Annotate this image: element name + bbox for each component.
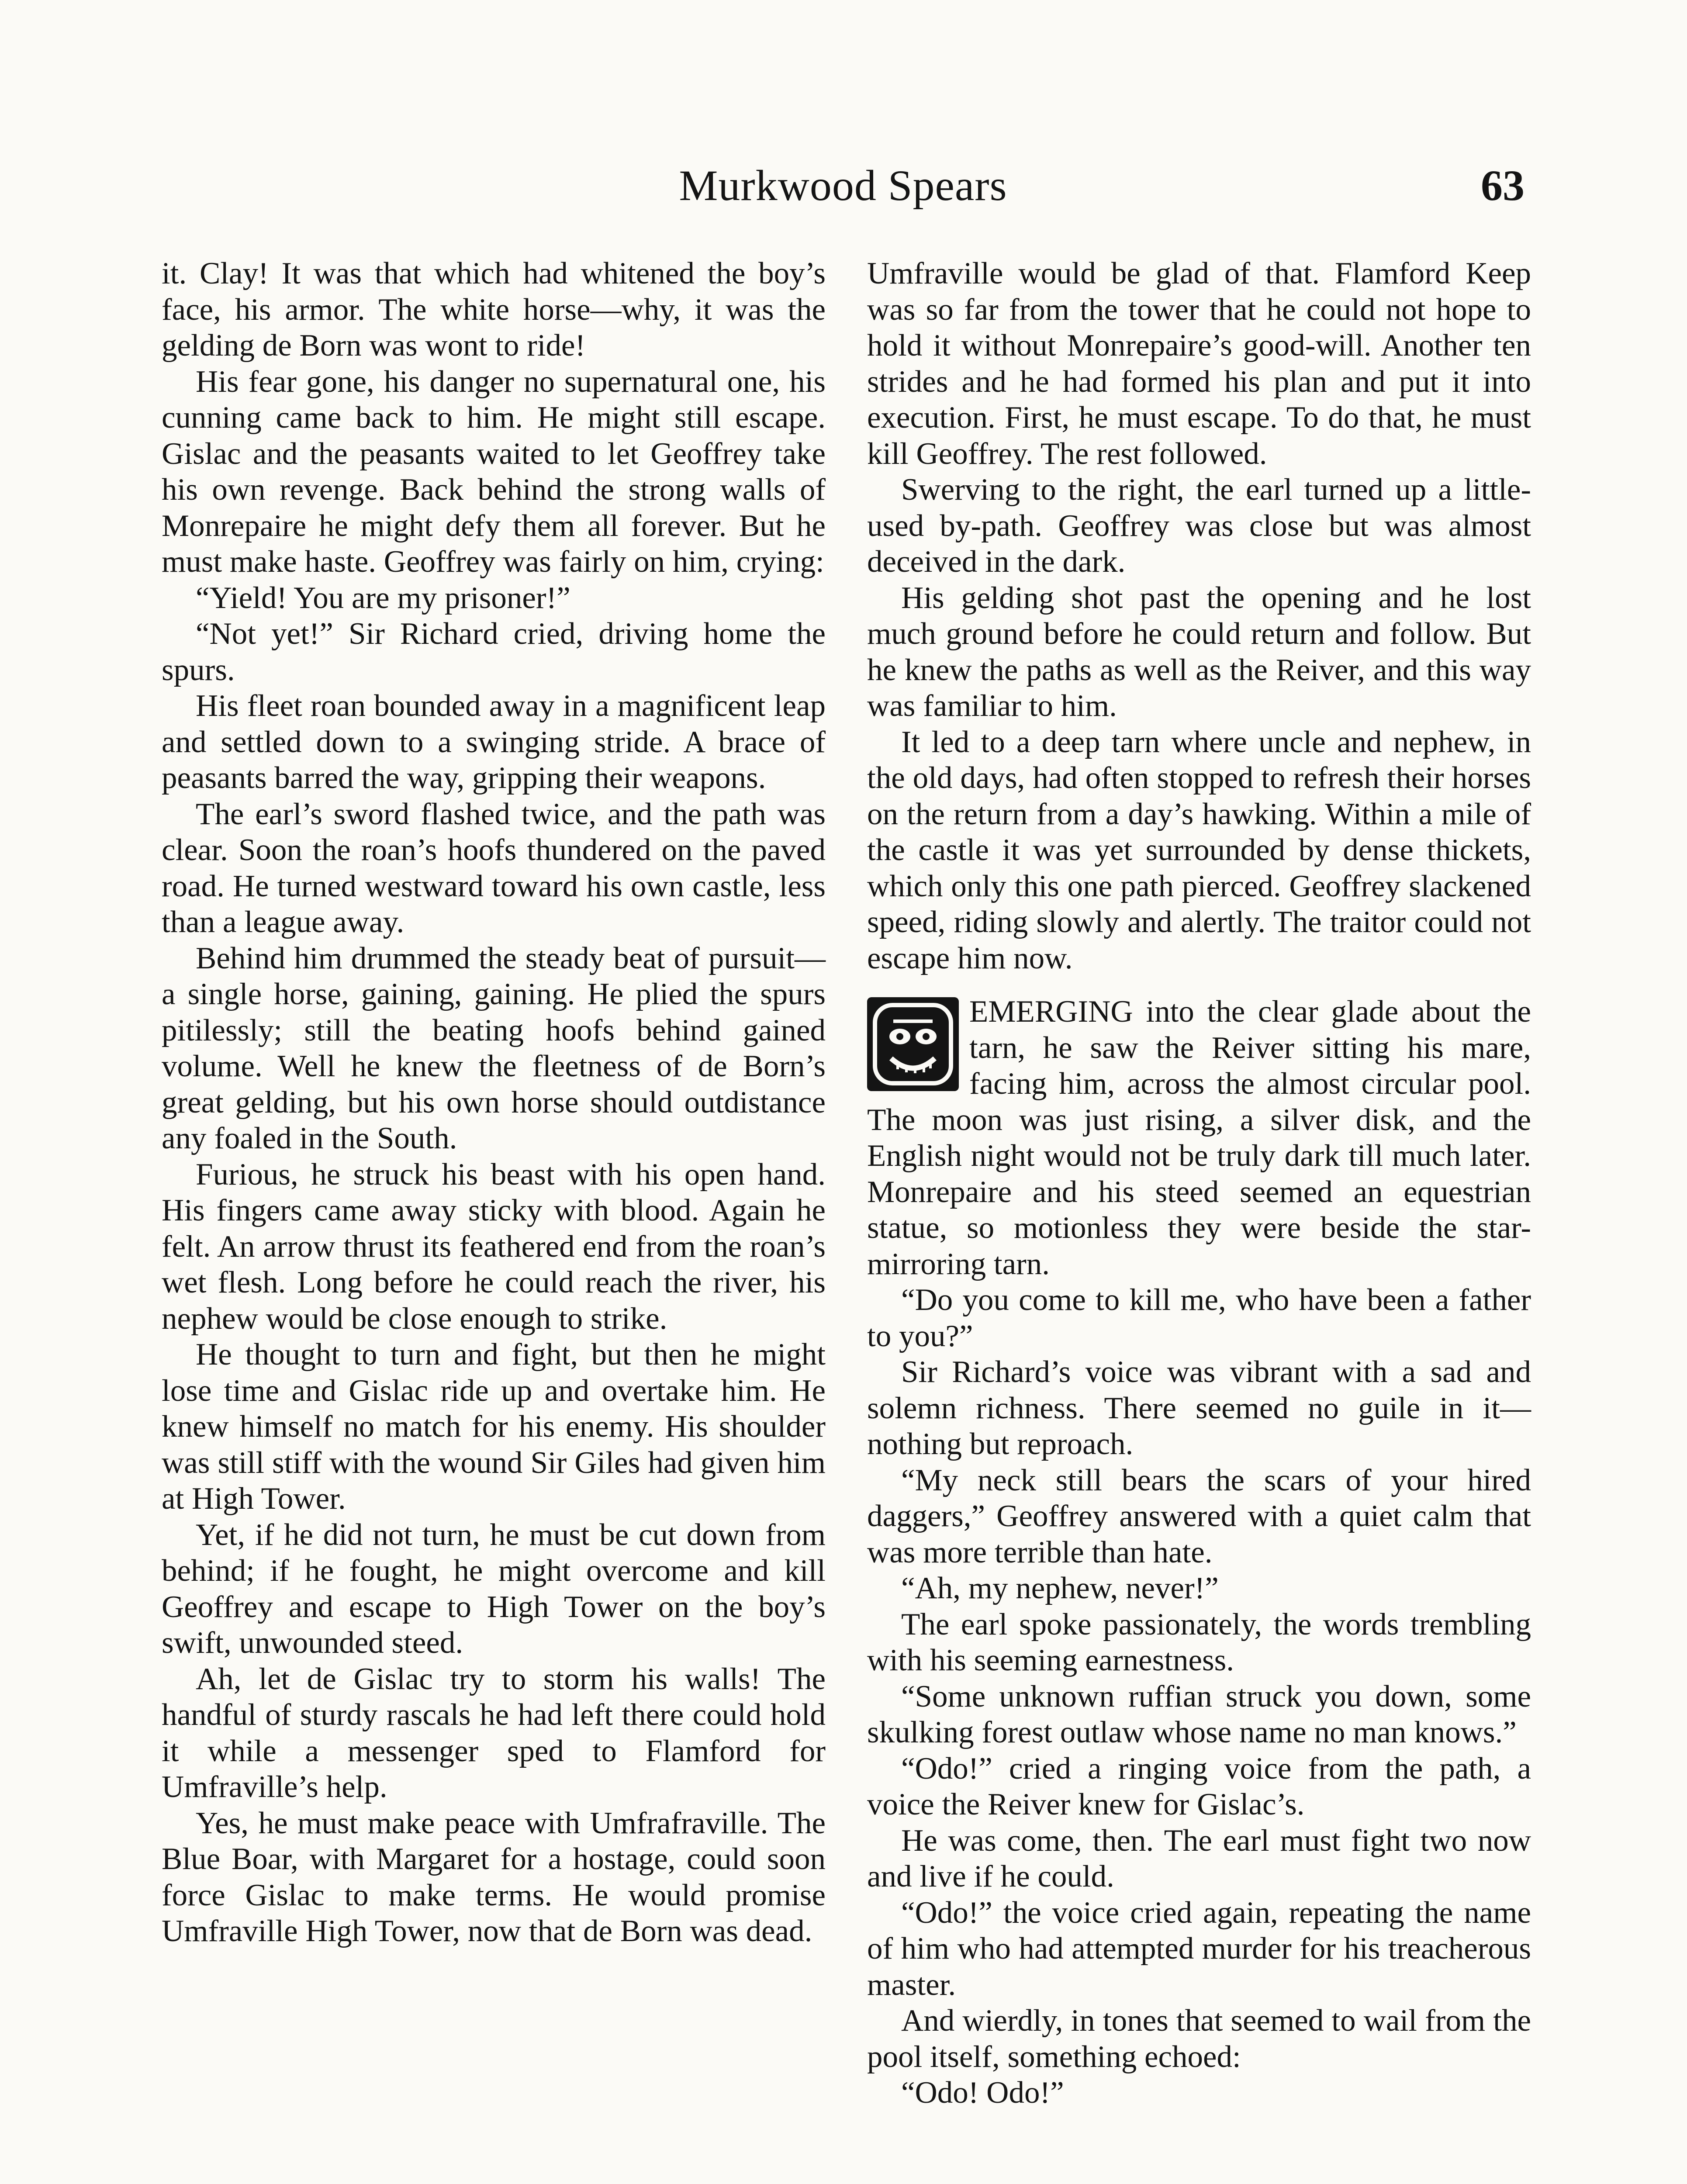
paragraph: The earl’s sword flashed twice, and the path was clear. Soon the roan’s hoofs thundered on the paved road. He turned westward toward his own castle, less than a league away. xyxy=(162,797,826,939)
paragraph: “My neck still bears the scars of your hired daggers,” Geoffrey answered with a quiet calm that was more terrible than hate. xyxy=(867,1463,1531,1569)
paragraph: Swerving to the right, the earl turned up a little-used by-path. Geoffrey was close but was almost deceived in the dark. xyxy=(867,473,1531,579)
ornamental-dropcap-icon xyxy=(867,997,959,1091)
paragraph: He thought to turn and fight, but then he might lose time and Gislac ride up and overtake him. He knew himself no match for his enemy. His shoulder was still stiff with the wound Sir Giles had given him at High Tower. xyxy=(162,1337,826,1516)
paragraph: “Yield! You are my prisoner!” xyxy=(196,581,570,615)
paragraph: Furious, he struck his beast with his open hand. His fingers came away sticky with blood. Again he felt. An arrow thrust its feathered end from the roan’s wet flesh. Long before he could reach the river, his nephew would be close enough to strike. xyxy=(162,1157,826,1336)
left-column xyxy=(162,256,826,1949)
paragraph: “Odo!” the voice cried again, repeating the name of him who had attempted murder for his treacherous master. xyxy=(867,1895,1531,2002)
section-opening-paragraph: EMERGING into the clear glade about the tarn, he saw the Reiver sitting his mare, facing him, across the almost circular pool. The moon was just rising, a silver disk, and the English night would not be truly dark till much later. Monrepaire and his steed seemed an equestrian statue, so motionless they were beside the star-mirroring tarn. xyxy=(867,995,1531,1281)
paragraph: Umfraville would be glad of that. Flamford Keep was so far from the tower that he could not hope to hold it without Monrepaire’s good-will. Another ten strides and he had formed his plan and put it into execution. First, he must escape. To do that, he must kill Geoffrey. The rest followed. xyxy=(867,256,1531,471)
paragraph: He was come, then. The earl must fight two now and live if he could. xyxy=(867,1823,1531,1894)
paragraph: His fear gone, his danger no supernatural one, his cunning came back to him. He might still escape. Gislac and the peasants waited to let Geoffrey take his own revenge. Back behind the strong walls of Monrepaire he might defy them all forever. But he must make haste. Geoffrey was fairly on him, crying: xyxy=(162,364,826,579)
paragraph: “Not yet!” Sir Richard cried, driving home the spurs. xyxy=(162,617,826,687)
paragraph: “Odo! Odo!” xyxy=(901,2076,1064,2110)
section-opening xyxy=(867,994,1531,1282)
running-title: Murkwood Spears xyxy=(679,161,1007,210)
dropcap-face-icon xyxy=(867,997,959,1091)
paragraph: “Odo!” cried a ringing voice from the path, a voice the Reiver knew for Gislac’s. xyxy=(867,1751,1531,1821)
paragraph: “Ah, my nephew, never!” xyxy=(901,1571,1219,1605)
paragraph: Yet, if he did not turn, he must be cut down from behind; if he fought, he might overcome and kill Geoffrey and escape to High Tower on the boy’s swift, unwounded steed. xyxy=(162,1517,826,1660)
paragraph: It led to a deep tarn where uncle and nephew, in the old days, had often stopped to refresh their horses on the return from a day’s hawking. Within a mile of the castle it was yet surrounded by dense thickets, which only this one path pierced. Geoffrey slackened speed, riding slowly and alertly. The traitor could not escape him now. xyxy=(867,725,1531,975)
paragraph: “Some unknown ruffian struck you down, some skulking forest outlaw whose name no man knows.” xyxy=(867,1679,1531,1749)
paragraph: Yes, he must make peace with Umfrafraville. The Blue Boar, with Margaret for a hostage, could soon force Gislac to make terms. He would promise Umfraville High Tower, now that de Born was dead. xyxy=(162,1806,826,1948)
paragraph: Sir Richard’s voice was vibrant with a sad and solemn richness. There seemed no guile in it—nothing but reproach. xyxy=(867,1355,1531,1461)
paragraph: “Do you come to kill me, who have been a father to you?” xyxy=(867,1283,1531,1353)
paragraph: Ah, let de Gislac try to storm his walls! The handful of sturdy rascals he had left there could hold it while a messenger sped to Flamford for Umfraville’s help. xyxy=(162,1662,826,1804)
paragraph: His gelding shot past the opening and he lost much ground before he could return and follow. But he knew the paths as well as the Reiver, and this way was familiar to him. xyxy=(867,581,1531,723)
paragraph: His fleet roan bounded away in a magnificent leap and settled down to a swinging stride. A brace of peasants barred the way, gripping their weapons. xyxy=(162,689,826,795)
page-header xyxy=(162,155,1525,216)
paragraph: The earl spoke passionately, the words trembling with his seeming earnestness. xyxy=(867,1607,1531,1677)
paragraph: it. Clay! It was that which had whitened the boy’s face, his armor. The white horse—why, it was the gelding de Born was wont to ride! xyxy=(162,256,826,363)
paragraph: And wierdly, in tones that seemed to wail from the pool itself, something echoed: xyxy=(867,2004,1531,2074)
right-column xyxy=(867,256,1531,2111)
paragraph: Behind him drummed the steady beat of pursuit—a single horse, gaining, gaining. He plied the spurs pitilessly; still the beating hoofs behind gained volume. Well he knew the fleetness of de Born’s great gelding, but his own horse should outdistance any foaled in the South. xyxy=(162,941,826,1155)
page-number: 63 xyxy=(1481,161,1525,210)
